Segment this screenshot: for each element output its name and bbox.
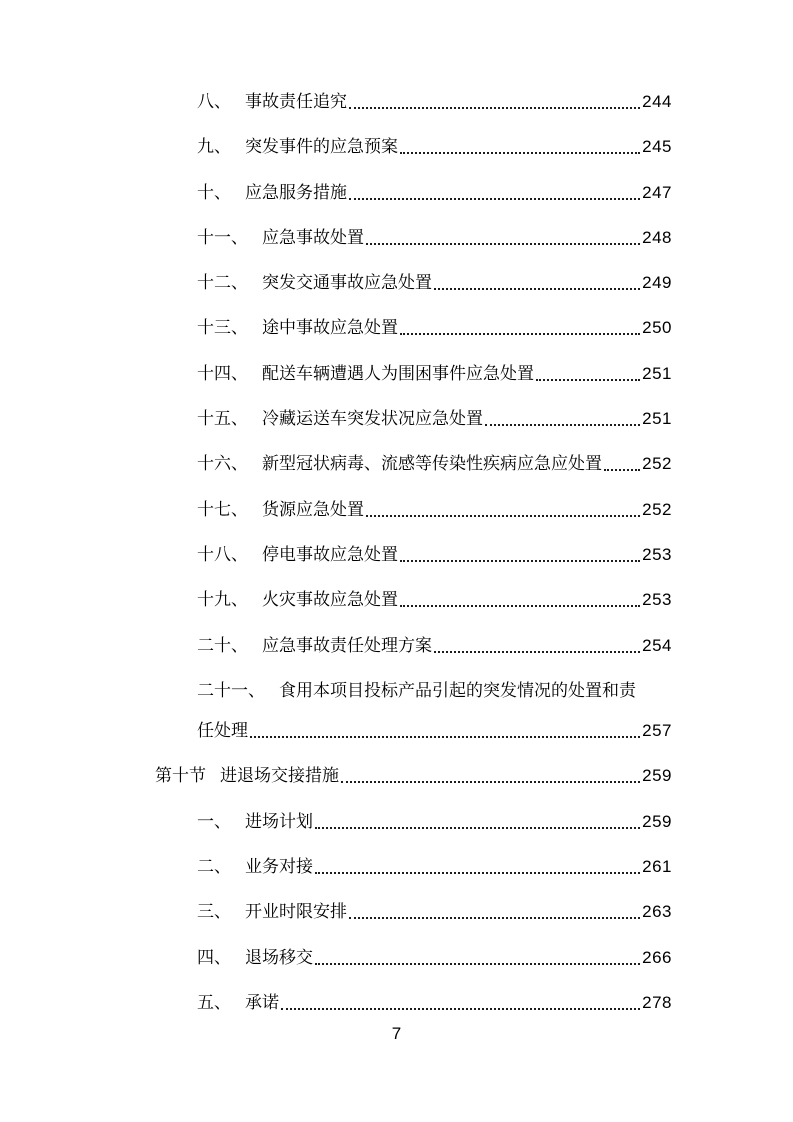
dot-leader [315,872,640,874]
dot-leader [250,736,640,738]
toc-entry-title: 突发交通事故应急处置 [262,273,432,293]
toc-entry-page: 266 [642,947,672,967]
toc-entry-title: 应急服务措施 [245,182,347,202]
toc-section-entry [155,764,672,809]
toc-entry-number: 十二、 [197,273,248,293]
toc-entry-title: 进场计划 [245,811,313,831]
toc-entry [155,543,672,588]
toc-entry-title: 食用本项目投标产品引起的突发情况的处置和责 [279,680,636,700]
dot-leader [349,198,640,200]
toc-entry-page: 251 [642,363,672,383]
toc-entry-page: 245 [642,137,672,157]
toc-entry-page: 244 [642,92,672,111]
toc-entry-page: 278 [642,992,672,1012]
dot-leader [536,379,640,381]
toc-entry-number: 十七、 [197,499,248,519]
toc-entry-page: 251 [642,409,672,429]
dot-leader [366,243,640,245]
toc-entry-title: 业务对接 [245,856,313,876]
toc-entry-number: 十六、 [197,454,248,474]
dot-leader [315,827,640,829]
toc-entry-title: 火灾事故应急处置 [262,590,398,610]
toc-entry-title: 货源应急处置 [262,499,364,519]
toc-entry-number: 第十节 [155,766,206,786]
toc-entry [155,946,672,991]
toc-entry-number: 八、 [197,92,231,111]
dot-leader [400,560,640,562]
toc-entry-number: 十八、 [197,544,248,564]
toc-entry-number: 十九、 [197,590,248,610]
toc-entry-title: 承诺 [245,992,279,1012]
toc-entry [155,588,672,633]
toc-entry-page: 259 [642,766,672,786]
dot-leader [434,288,640,290]
toc-entry-number: 十、 [197,182,231,202]
toc-entry-title: 突发事件的应急预案 [245,137,398,157]
dot-leader [400,605,640,607]
toc-entry [155,407,672,452]
toc-entry-title: 新型冠状病毒、流感等传染性疾病应急应处置 [262,454,602,474]
toc-entry [155,135,672,180]
page-number: 7 [391,1024,402,1043]
toc-entry [155,810,672,855]
toc-entry-number: 二十、 [197,635,248,655]
toc-entry-page: 261 [642,856,672,876]
dot-leader [604,469,640,471]
toc-entry-title-continued: 任处理 [197,720,248,740]
toc-entry-title: 进退场交接措施 [220,766,339,786]
page-footer [0,1024,793,1044]
toc-entry [155,855,672,900]
toc-entry-title: 应急事故处置 [262,227,364,247]
toc-entry-page: 259 [642,811,672,831]
toc-entry-number: 十四、 [197,363,248,383]
toc-entry [155,226,672,271]
dot-leader [485,424,640,426]
toc-entry [155,90,672,135]
toc-entry [155,271,672,316]
dot-leader [349,917,640,919]
dot-leader [434,651,640,653]
toc-entry [155,900,672,945]
toc-entry-title: 途中事故应急处置 [262,318,398,338]
toc-entry [155,498,672,543]
toc-entry-number: 三、 [197,902,231,922]
toc-entry-number: 十三、 [197,318,248,338]
dot-leader [281,1008,640,1010]
toc-entry [155,181,672,226]
toc-entry [155,362,672,407]
toc-entry-title: 配送车辆遭遇人为围困事件应急处置 [262,363,534,383]
dot-leader [400,333,640,335]
dot-leader [400,152,640,154]
toc-entry [155,452,672,497]
toc-entry-page: 254 [642,635,672,655]
toc-entry-page: 247 [642,182,672,202]
toc-entry-number: 四、 [197,947,231,967]
toc-entry-number: 十五、 [197,409,248,429]
toc-entry-page: 263 [642,902,672,922]
toc-entry [155,634,672,679]
toc-entry-page: 253 [642,590,672,610]
toc-entry-page: 252 [642,499,672,519]
toc-entry-title: 开业时限安排 [245,902,347,922]
toc-entry-title: 冷藏运送车突发状况应急处置 [262,409,483,429]
toc-entry-number: 九、 [197,137,231,157]
table-of-contents [155,90,672,1036]
toc-entry-number: 五、 [197,992,231,1012]
toc-entry-title: 事故责任追究 [245,92,347,111]
toc-entry-page: 253 [642,544,672,564]
toc-entry-page: 249 [642,273,672,293]
toc-entry-title: 应急事故责任处理方案 [262,635,432,655]
toc-entry-title: 停电事故应急处置 [262,544,398,564]
toc-entry-number: 十一、 [197,227,248,247]
toc-entry [155,316,672,361]
toc-entry [155,679,672,765]
toc-entry-page: 248 [642,227,672,247]
dot-leader [366,515,640,517]
dot-leader [315,963,640,965]
toc-entry-title: 退场移交 [245,947,313,967]
toc-entry-number: 二、 [197,856,231,876]
toc-entry-page: 250 [642,318,672,338]
toc-entry-number: 一、 [197,811,231,831]
toc-entry-number: 二十一、 [197,680,265,700]
toc-entry-page: 252 [642,454,672,474]
toc-entry-page: 257 [642,720,672,740]
dot-leader [341,781,640,783]
dot-leader [349,107,640,109]
